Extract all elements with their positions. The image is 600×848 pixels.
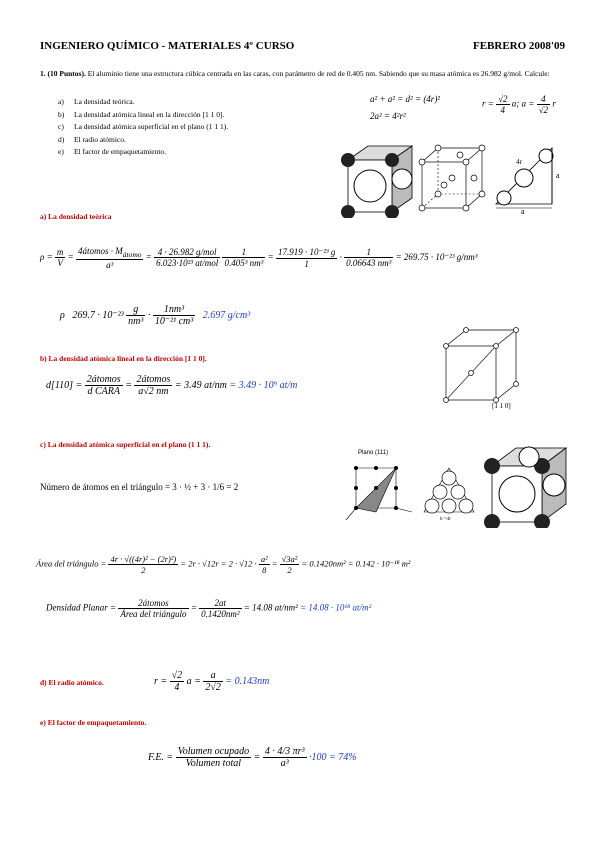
list-item: a) La densidad teórica. bbox=[58, 97, 135, 106]
packing-factor-equation: F.E. = $\frac{\text{Volumen ocupado}}{\text{Volumen total}}$ = $\frac{\text{4 · 4/3 πr³}}{\text{a³}}$ ·100 = 74% bbox=[148, 746, 357, 769]
density-equation: ρ = $\frac{m}{V}$ = $\frac{4átomos \cdot M_{átomo}}{\text{a³}}$ = $\frac{\text{4 · 26.982 g/mol}}{\text{6.023·10²³ at/mol}}$ $\frac{1}{\text{0.405³ nm³}}$ = $\frac{\text{17.919 · 10⁻²³ g}}{1}$ · $\frac{1}{\text{0.06643 nm³}}$ = 269.75 · 10⁻²³ g/nm³ bbox=[40, 246, 478, 270]
list-item: b) La densidad atómica lineal en la dirección [1 1 0]. bbox=[58, 109, 225, 119]
problem-number: 1. (10 Puntos). bbox=[40, 69, 86, 78]
radius-result: = 0.143nm bbox=[225, 675, 270, 687]
question-list bbox=[58, 96, 228, 159]
problem-text: El aluminio tiene una estructura cúbica centrada en las caras, con parámetro de red de 0.405 nm. Sabiendo que su masa atómica es 26.982 g/mol. Calcule: bbox=[87, 69, 550, 78]
problem-statement bbox=[40, 68, 568, 79]
equation-diagonal: a² + a² = d² = (4r)² bbox=[370, 94, 441, 104]
label-a-side: a bbox=[556, 171, 560, 180]
packing-factor-result: ·100 = 74% bbox=[309, 751, 357, 763]
radius-equation: r = $\frac{√2}{4}$ a = $\frac{a}{2√2}$ = 0.143nm bbox=[154, 670, 270, 693]
section-d-title: d) El radio atómico. bbox=[40, 678, 104, 687]
exam-date: FEBRERO 2008'09 bbox=[473, 40, 565, 52]
section-b-title: b) La densidad atómica lineal en la dirección [1 1 0]. bbox=[40, 354, 207, 363]
section-a-title: a) La densidad teórica bbox=[40, 212, 112, 221]
fcc-spheres-figure bbox=[340, 140, 416, 218]
label-a-bottom: a bbox=[521, 207, 525, 214]
triangle-area-equation: Área del triángulo = $\frac{\text{4r · √((4r)² − (2r)²)}}{2}$ = 2r · √12r = 2 · √12 · $\frac{\text{a²}}{8}$ = $\frac{\text{√3a²}}{2}$ = 0.1420nm² = 0.142 · 10⁻¹⁸ m² bbox=[36, 554, 411, 575]
linear-density-equation: d[110] = $\frac{\text{2átomos}}{\text{d CARA}}$ = $\frac{\text{2átomos}}{a√2 nm}$ = 3.49 at/nm = 3.49 · 10⁹ at/m bbox=[46, 374, 298, 397]
list-item: c) La densidad atómica superficial en el plano (1 1 1). bbox=[58, 122, 229, 131]
list-item: e) El factor de empaquetamiento. bbox=[58, 147, 167, 156]
equation-square: 2a² = 4²r² bbox=[370, 111, 406, 121]
linear-density-result: = 3.49 · 10⁹ at/m bbox=[229, 379, 298, 391]
planar-density-equation: Densidad Planar = $\frac{\text{2átomos}}{\text{Área del triángulo}}$ = $\frac{2at}{\text{0.1420nm²}}$ = 14.08 at/nm² = 14.08 · 10¹⁸ at/m² bbox=[46, 598, 372, 619]
fcc-110-figure bbox=[436, 322, 526, 410]
list-item: d) El radio atómico. bbox=[58, 134, 126, 144]
fcc-lattice-figure bbox=[416, 144, 488, 216]
section-c-title: c) La densidad atómica superficial en el plano (1 1 1). bbox=[40, 440, 211, 449]
section-e-title: e) El factor de empaquetamiento. bbox=[40, 718, 147, 727]
page-title: INGENIERO QUÍMICO - MATERIALES 4º CURSO bbox=[40, 40, 295, 52]
planar-density-result: = 14.08 · 10¹⁸ at/m² bbox=[300, 602, 372, 613]
density-conversion: ρ 269.7 · 10⁻²³ $\frac{g}{\text{nm³}}$ · $\frac{\text{1nm³}}{\text{10⁻²¹ cm³}}$ 2.697 g/cm³ bbox=[60, 304, 251, 327]
equation-radius: r = $\frac{√2}{4}$ a; a = $\frac{4}{√2}$ r bbox=[482, 94, 556, 115]
plane-111-figure bbox=[342, 446, 418, 526]
label-plano: Plano (111) bbox=[358, 450, 389, 456]
label-4r: 4r bbox=[516, 158, 522, 166]
label-b: b =4r bbox=[440, 517, 451, 522]
fcc-spheres-figure-2 bbox=[484, 442, 570, 528]
atom-count-text: Número de átomos en el triángulo = 3 · ½ + 3 · 1/6 = 2 bbox=[40, 482, 239, 492]
label-110: [1 1 0] bbox=[492, 402, 511, 410]
triangle-spheres-figure bbox=[420, 462, 480, 522]
density-result: 2.697 g/cm³ bbox=[202, 309, 251, 321]
face-diagonal-figure bbox=[490, 140, 572, 214]
